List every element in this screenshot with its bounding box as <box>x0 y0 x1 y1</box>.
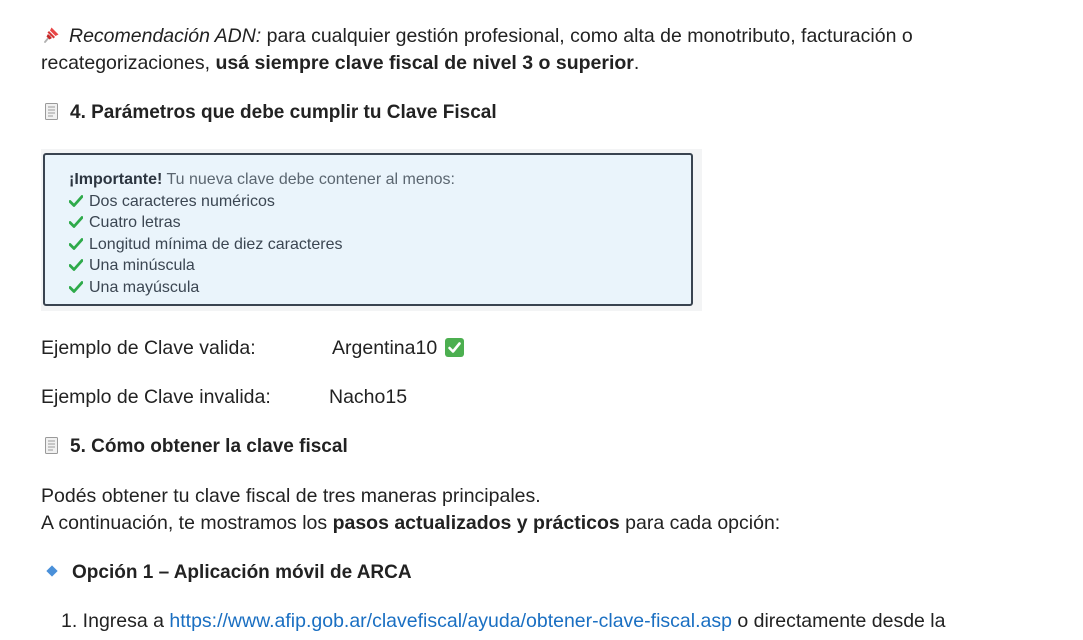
invalid-example-value: Nacho15 <box>329 386 408 408</box>
checkmark-icon <box>69 235 83 247</box>
requirement-item <box>69 277 455 299</box>
notice-header <box>69 169 455 191</box>
recommendation-line-1 <box>41 23 913 50</box>
requirement-item <box>69 191 455 213</box>
recommendation-text: para cualquier gestión profesional, como alta de monotributo, facturación o <box>261 25 913 47</box>
notice-lead: ¡Importante! <box>69 171 163 188</box>
paragraph-2-end: para cada opción: <box>619 512 781 534</box>
notice-intro: Tu nueva clave debe contener al menos: <box>162 171 455 188</box>
recommendation-text-2: recategorizaciones, <box>41 52 216 74</box>
recommendation-end: . <box>633 52 640 74</box>
paragraph-2-text: A continuación, te mostramos los <box>41 512 333 534</box>
blue-diamond-icon <box>46 565 57 576</box>
password-requirements-image <box>41 149 702 311</box>
section-5-title: 5. Cómo obtener la clave fiscal <box>70 436 348 457</box>
invalid-example-label: Ejemplo de Clave invalida: <box>41 386 271 408</box>
recommendation-line-2 <box>41 50 639 77</box>
requirement-label: Una minúscula <box>89 257 195 274</box>
paragraph-2-bold: pasos actualizados y prácticos <box>332 512 620 534</box>
requirement-label: Dos caracteres numéricos <box>89 192 275 210</box>
checkmark-icon <box>69 256 83 268</box>
recommendation-bold: usá siempre clave fiscal de nivel 3 o superior <box>215 52 634 74</box>
step-1-text: 1. Ingresa a <box>61 610 170 632</box>
step-1 <box>61 608 946 635</box>
requirement-label: Cuatro letras <box>89 214 181 231</box>
section-5-paragraph-2 <box>41 510 780 537</box>
checkmark-icon <box>69 213 83 225</box>
pushpin-icon <box>41 25 61 45</box>
option-1-heading <box>48 560 412 586</box>
requirement-label: Una mayúscula <box>89 278 200 296</box>
requirement-item <box>69 255 455 277</box>
checkmark-icon <box>69 278 83 290</box>
valid-example-label: Ejemplo de Clave valida: <box>41 337 256 359</box>
check-mark-button-icon <box>445 338 464 357</box>
document-icon <box>45 436 58 453</box>
step-1-end: o directamente desde la <box>731 610 946 632</box>
section-5-paragraph-1: Podés obtener tu clave fiscal de tres maneras principales. <box>41 485 541 507</box>
section-4-title: 4. Parámetros que debe cumplir tu Clave Fiscal <box>70 102 497 123</box>
requirement-label: Longitud mínima de diez caracteres <box>89 235 343 253</box>
checkmark-icon <box>69 192 83 204</box>
requirement-item <box>69 234 455 256</box>
section-4-heading <box>45 100 497 126</box>
afip-clave-fiscal-link[interactable]: https://www.afip.gob.ar/clavefiscal/ayuda/obtener-clave-fiscal.asp <box>169 610 732 632</box>
valid-example-value-row <box>332 335 464 362</box>
important-notice-box <box>43 153 693 306</box>
option-1-title: Opción 1 – Aplicación móvil de ARCA <box>72 562 412 583</box>
document-icon <box>45 102 58 119</box>
requirement-item <box>69 212 455 234</box>
notice-content <box>69 169 455 298</box>
section-5-heading <box>45 434 348 460</box>
recommendation-label: Recomendación ADN: <box>69 25 262 47</box>
valid-example-value: Argentina10 <box>332 337 438 359</box>
